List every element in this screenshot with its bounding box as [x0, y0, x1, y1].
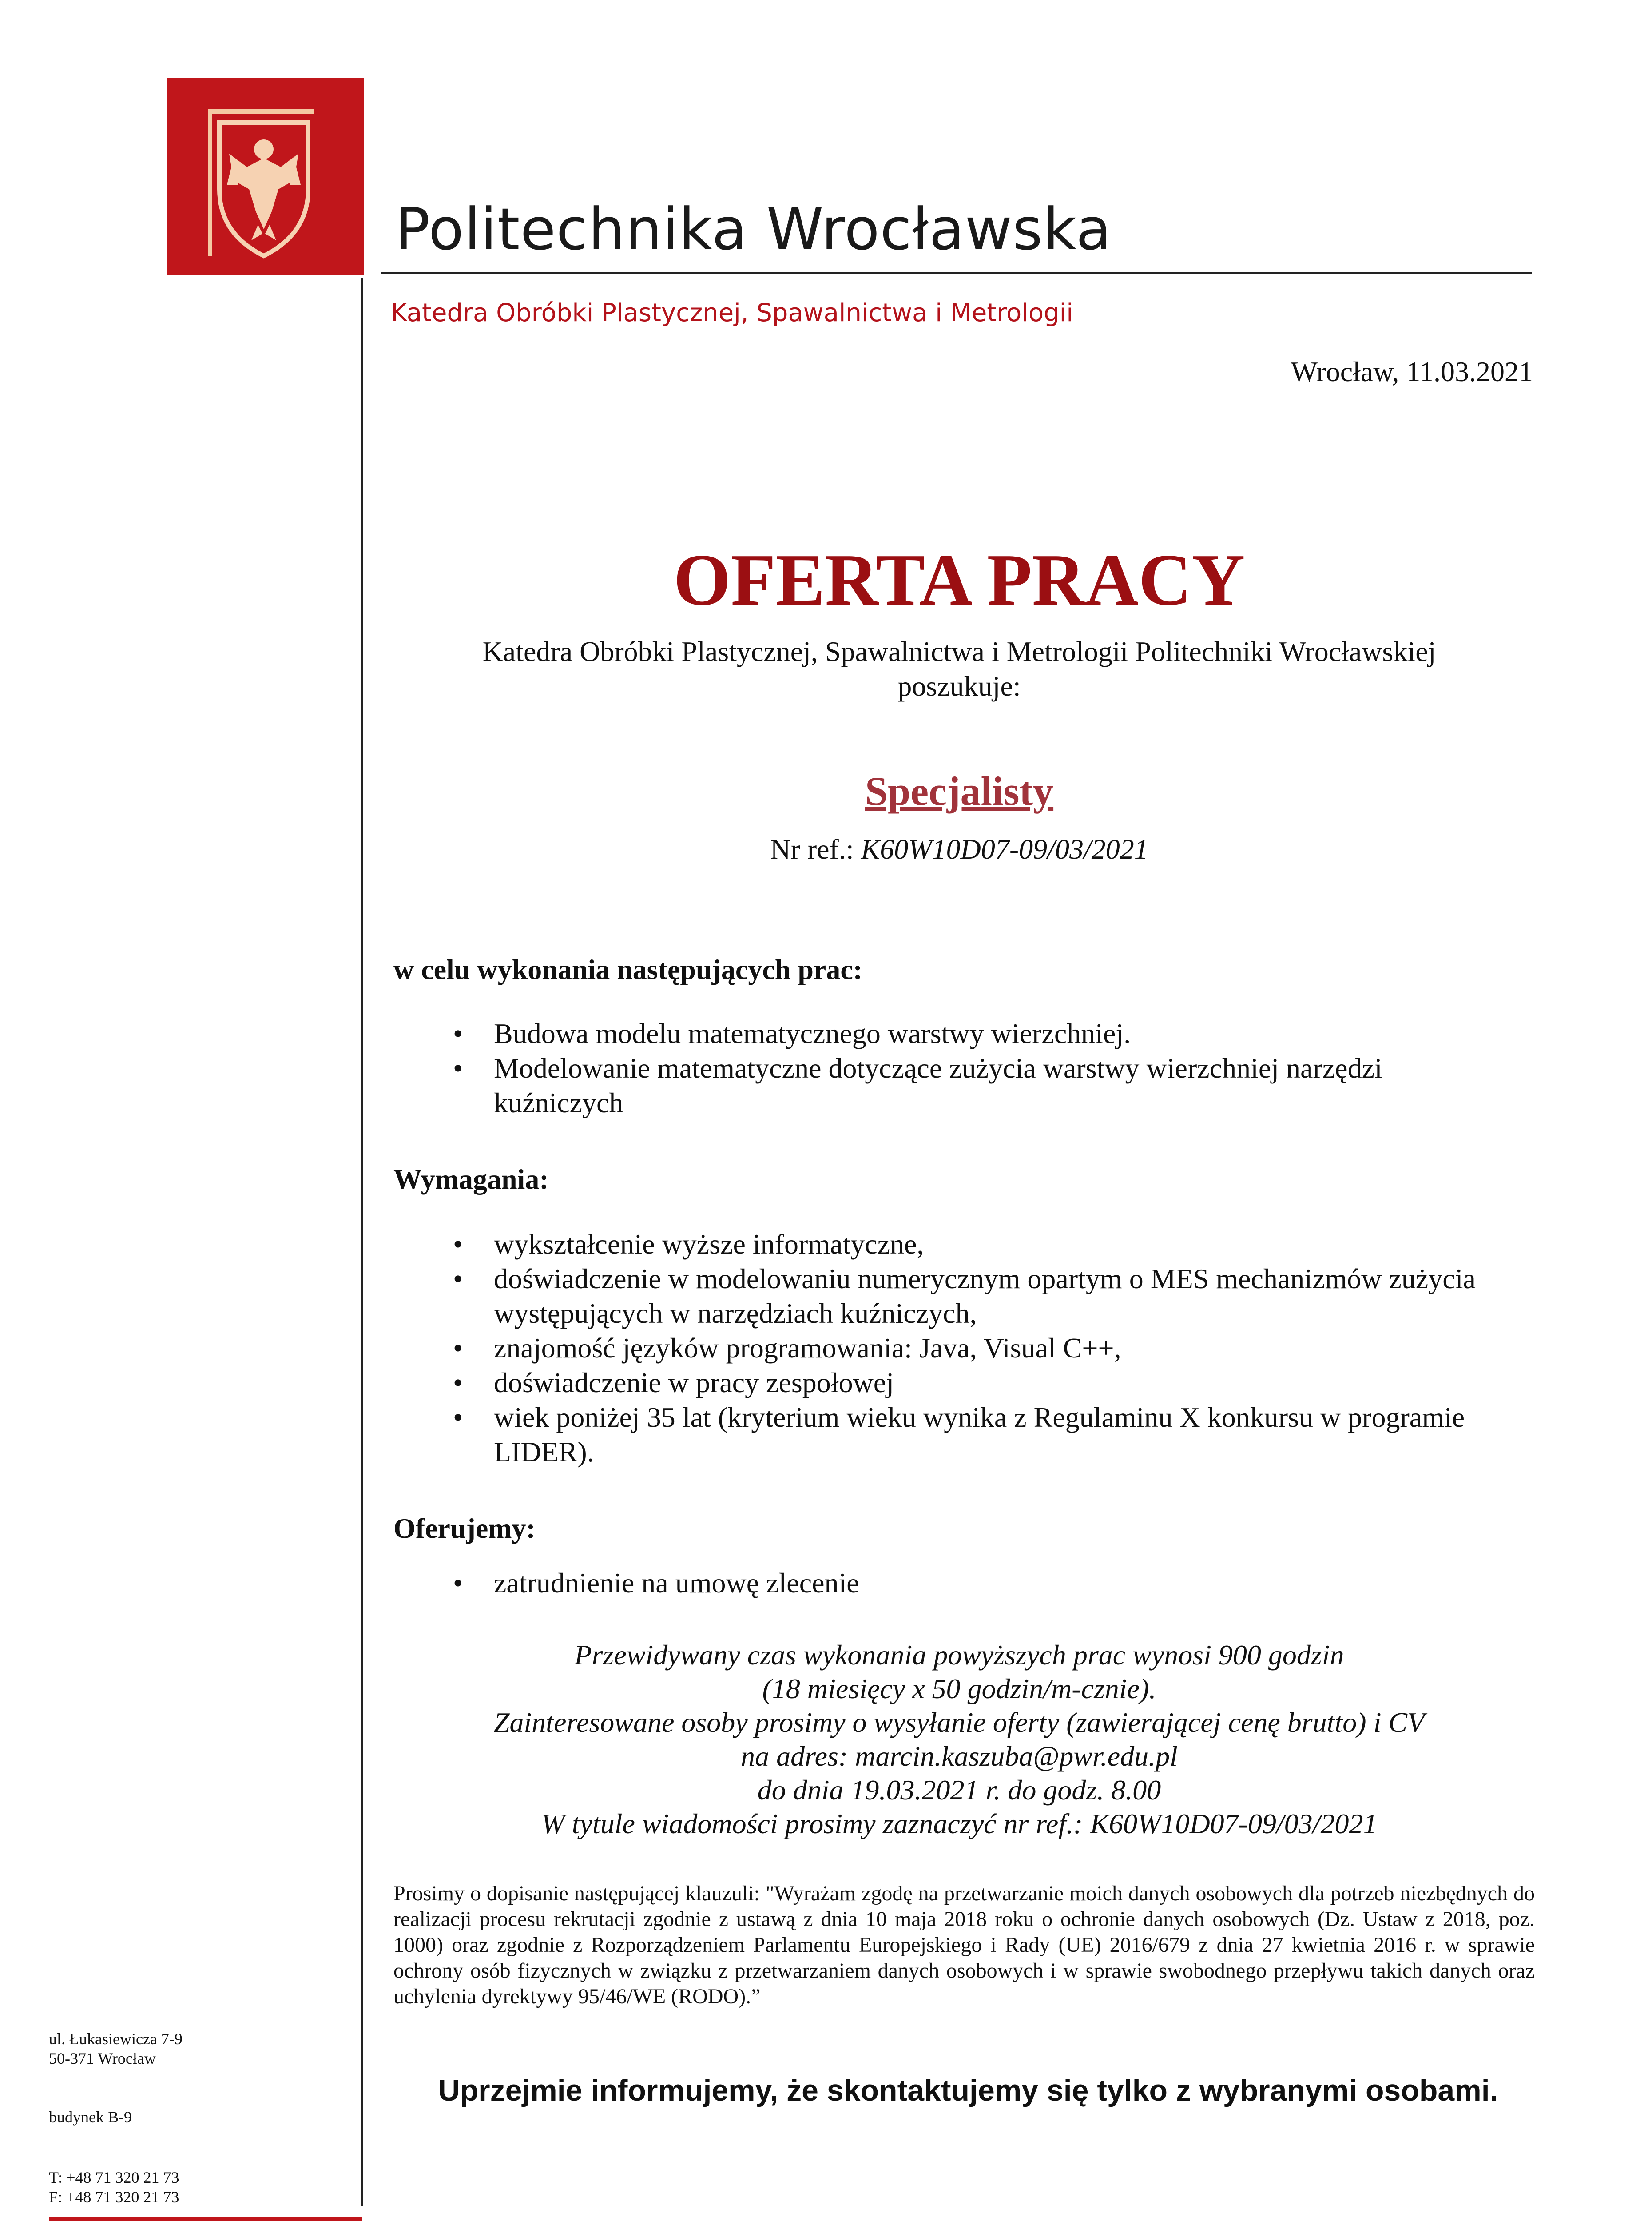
list-item: • wiek poniżej 35 lat (kryterium wieku wynika z Regulaminu X konkursu w programie LIDER).: [444, 1400, 1479, 1469]
note-line: (18 miesięcy x 50 godzin/m-cznie).: [762, 1673, 1156, 1704]
tasks-heading: w celu wykonania następujących prac:: [393, 954, 863, 985]
offering-heading: Oferujemy:: [393, 1513, 536, 1544]
list-item: • Budowa modelu matematycznego warstwy wierzchniej.: [444, 1016, 1492, 1051]
footer-message: Uprzejmie informujemy, że skontaktujemy się tylko z wybranymi osobami.: [438, 2074, 1498, 2107]
note-line: Przewidywany czas wykonania powyższych prac wynosi 900 godzin: [574, 1639, 1344, 1671]
university-logo: [167, 78, 364, 275]
eagle-coat-of-arms-icon: [167, 78, 364, 275]
list-item: • znajomość języków programowania: Java, Visual C++,: [444, 1331, 1479, 1365]
page-title: OFERTA PRACY: [673, 539, 1245, 621]
university-name: Politechnika Wrocławska: [395, 195, 1112, 263]
reference-label: Nr ref.:: [770, 833, 861, 865]
intro-line: Katedra Obróbki Plastycznej, Spawalnictwa i Metrologii Politechniki Wrocławskiej: [482, 636, 1436, 667]
list-item: • doświadczenie w pracy zespołowej: [444, 1365, 1479, 1400]
note-line: na adres: marcin.kaszuba@pwr.edu.pl: [741, 1740, 1178, 1772]
fax-number: F: +48 71 320 21 73: [49, 2188, 179, 2206]
note-line: do dnia 19.03.2021 r. do godz. 8.00: [757, 1774, 1161, 1806]
header-divider: [381, 272, 1532, 274]
reference-number: [382, 833, 1537, 866]
address-street: ul. Łukasiewicza 7-9: [49, 2030, 183, 2048]
list-item: • wykształcenie wyższe informatyczne,: [444, 1227, 1479, 1262]
list-item: • zatrudnienie na umowę zlecenie: [444, 1566, 1465, 1600]
phone-number: T: +48 71 320 21 73: [49, 2169, 179, 2186]
list-item: • Modelowanie matematyczne dotyczące zużycia warstwy wierzchniej narzędzi kuźniczych: [444, 1051, 1492, 1120]
intro-line: poszukuje:: [897, 670, 1021, 702]
footer-bar: [49, 2217, 362, 2221]
note-line: W tytule wiadomości prosimy zaznaczyć nr ref.: K60W10D07-09/03/2021: [541, 1808, 1378, 1839]
address-building: budynek B-9: [49, 2108, 132, 2126]
offering-list: [444, 1566, 1465, 1600]
tasks-list: [444, 1016, 1492, 1120]
document-date: Wrocław, 11.03.2021: [1291, 356, 1533, 387]
application-notes: [382, 1638, 1537, 1841]
requirements-heading: Wymagania:: [393, 1163, 549, 1195]
list-item: • doświadczenie w modelowaniu numerycznym opartym o MES mechanizmów zużycia występujących w narzędziach kuźniczych,: [444, 1262, 1479, 1331]
requirements-list: [444, 1227, 1479, 1469]
gdpr-clause: Prosimy o dopisanie następującej klauzuli: "Wyrażam zgodę na przetwarzanie moich danych osobowych dla potrzeb niezbędnych do realizacji procesu rekrutacji zgodnie z ustawą z dnia 10 maja 2018 roku o ochronie danych osobowych (Dz. Ustaw z 2018, poz. 1000) oraz zgodnie z Rozporządzeniem Parlamentu Europejskiego i Rady (UE) 2016/679 z dnia 27 kwietnia 2016 r. w sprawie ochrony osób fizycznych w związku z przetwarzaniem danych osobowych i w sprawie swobodnego przepływu takich danych oraz uchylenia dyrektywy 95/46/WE (RODO).”: [393, 1882, 1535, 2008]
department-name: Katedra Obróbki Plastycznej, Spawalnictwa i Metrologii: [391, 299, 1073, 327]
margin-divider: [361, 278, 363, 2206]
position-title: Specjalisty: [865, 768, 1054, 814]
address-city: 50-371 Wrocław: [49, 2050, 156, 2067]
note-line: Zainteresowane osoby prosimy o wysyłanie oferty (zawierającej cenę brutto) i CV: [493, 1707, 1425, 1738]
reference-value: K60W10D07-09/03/2021: [861, 833, 1148, 865]
